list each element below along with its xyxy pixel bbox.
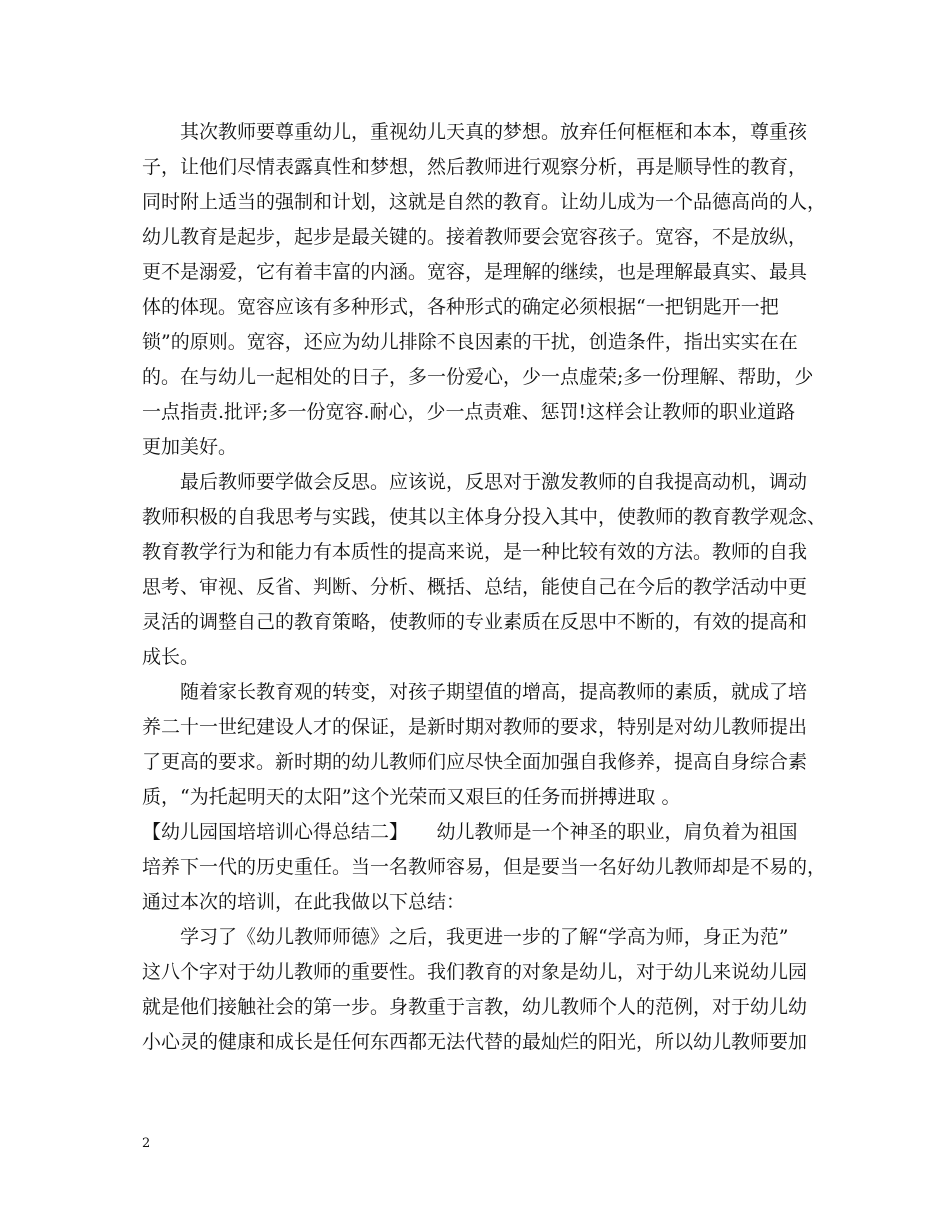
text-line: 成长。 bbox=[142, 646, 200, 668]
text-line: 子，让他们尽情表露真性和梦想，然后教师进行观察分析，再是顺导性的教育， bbox=[142, 156, 808, 178]
text-line: 一点指责.批评;多一份宽容.耐心，少一点责难、惩罚!这样会让教师的职业道路 bbox=[142, 401, 796, 423]
text-line: 其次教师要尊重幼儿，重视幼儿天真的梦想。放弃任何框框和本本，尊重孩 bbox=[142, 121, 808, 143]
text-line: 学习了《幼儿教师师德》之后，我更进一步的了解“学高为师，身正为范” bbox=[142, 926, 789, 948]
text-line: 灵活的调整自己的教育策略，使教师的专业素质在反思中不断的，有效的提高和 bbox=[142, 611, 808, 633]
text-line: 【幼儿园国培培训心得总结二】 幼儿教师是一个神圣的职业，肩负着为祖国 bbox=[142, 821, 798, 843]
text-line: 就是他们接触社会的第一步。身教重于言教，幼儿教师个人的范例，对于幼儿幼 bbox=[142, 996, 808, 1018]
text-line: 体的体现。宽容应该有多种形式，各种形式的确定必须根据“一把钥匙开一把 bbox=[142, 296, 779, 318]
text-line: 培养下一代的历史重任。当一名教师容易，但是要当一名好幼儿教师却是不易的， bbox=[142, 856, 827, 878]
text-line: 的。在与幼儿一起相处的日子，多一份爱心，少一点虚荣;多一份理解、帮助，少 bbox=[142, 366, 814, 388]
text-line: 小心灵的健康和成长是任何东西都无法代替的最灿烂的阳光，所以幼儿教师要加 bbox=[142, 1031, 808, 1053]
text-line: 最后教师要学做会反思。应该说，反思对于激发教师的自我提高动机，调动 bbox=[142, 471, 808, 493]
text-line: 质，“为托起明天的太阳”这个光荣而又艰巨的任务而拼搏进取 。 bbox=[142, 786, 681, 808]
text-line: 教育教学行为和能力有本质性的提高来说，是一种比较有效的方法。教师的自我 bbox=[142, 541, 808, 563]
text-line: 这八个字对于幼儿教师的重要性。我们教育的对象是幼儿，对于幼儿来说幼儿园 bbox=[142, 961, 808, 983]
page-number: 2 bbox=[142, 1136, 151, 1151]
text-line: 锁”的原则。宽容，还应为幼儿排除不良因素的干扰，创造条件，指出实实在在 bbox=[142, 331, 798, 353]
text-line: 通过本次的培训，在此我做以下总结： bbox=[142, 891, 466, 913]
text-line: 了更高的要求。新时期的幼儿教师们应尽快全面加强自我修养，提高自身综合素 bbox=[142, 751, 808, 773]
text-line: 思考、审视、反省、判断、分析、概括、总结，能使自己在今后的教学活动中更 bbox=[142, 576, 808, 598]
text-line: 教师积极的自我思考与实践，使其以主体身分投入其中，使教师的教育教学观念、 bbox=[142, 506, 827, 528]
text-line: 幼儿教育是起步，起步是最关键的。接着教师要会宽容孩子。宽容，不是放纵， bbox=[142, 226, 808, 248]
text-line: 随着家长教育观的转变，对孩子期望值的增高，提高教师的素质，就成了培 bbox=[142, 681, 808, 703]
text-line: 同时附上适当的强制和计划，这就是自然的教育。让幼儿成为一个品德高尚的人， bbox=[142, 191, 827, 213]
text-line: 更不是溺爱，它有着丰富的内涵。宽容，是理解的继续，也是理解最真实、最具 bbox=[142, 261, 808, 283]
text-line: 更加美好。 bbox=[142, 436, 238, 458]
text-line: 养二十一世纪建设人才的保证，是新时期对教师的要求，特别是对幼儿教师提出 bbox=[142, 716, 808, 738]
